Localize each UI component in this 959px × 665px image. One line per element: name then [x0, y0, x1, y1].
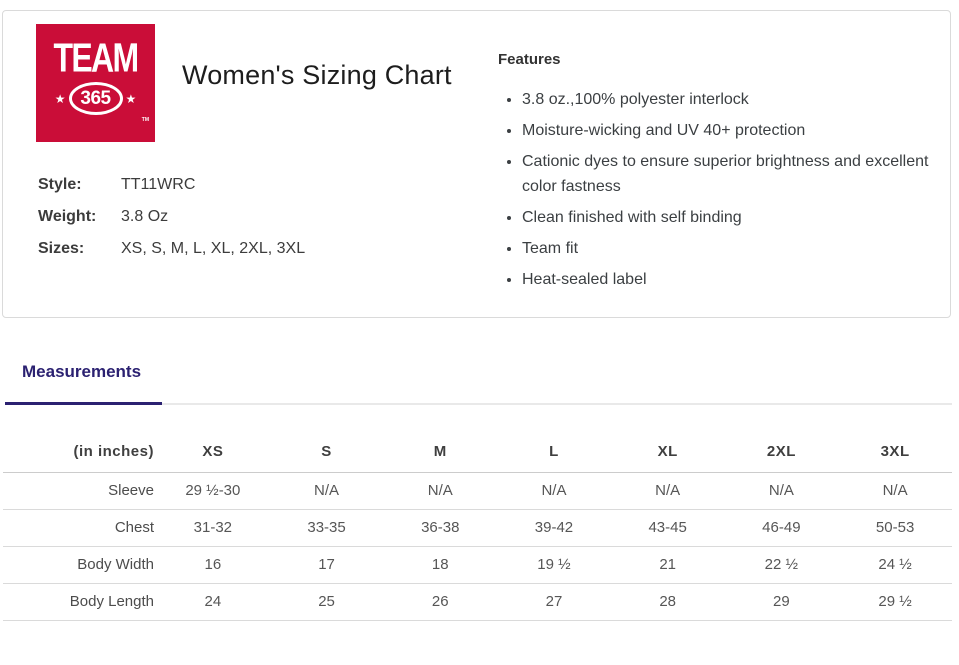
table-cell: 43-45: [611, 509, 725, 546]
table-cell: 28: [611, 583, 725, 620]
table-cell: 27: [497, 583, 611, 620]
size-header-2xl: 2XL: [725, 432, 839, 472]
size-header-s: S: [270, 432, 384, 472]
table-cell: 29 ½: [838, 583, 952, 620]
size-header-3xl: 3XL: [838, 432, 952, 472]
logo-365-oval: [69, 82, 123, 115]
table-cell: 25: [270, 583, 384, 620]
star-icon: ★: [54, 91, 66, 106]
table-cell: 17: [270, 546, 384, 583]
table-row-chest: [3, 509, 952, 546]
size-header-xl: XL: [611, 432, 725, 472]
page-title: Women's Sizing Chart: [182, 60, 452, 90]
spec-sizes-label: Sizes:: [38, 240, 85, 257]
row-label: Body Length: [3, 583, 156, 620]
table-cell: 31-32: [156, 509, 270, 546]
table-row-body-length: [3, 583, 952, 620]
size-header-m: M: [383, 432, 497, 472]
table-cell: 36-38: [383, 509, 497, 546]
table-cell: 39-42: [497, 509, 611, 546]
product-specs: [38, 169, 305, 265]
features-section: [498, 51, 938, 298]
unit-header-cell: (in inches): [3, 432, 156, 472]
table-cell: 24 ½: [838, 546, 952, 583]
table-cell: N/A: [497, 472, 611, 509]
table-cell: 22 ½: [725, 546, 839, 583]
logo-365-number: 365: [80, 87, 111, 109]
star-icon: ★: [125, 91, 137, 106]
table-cell: 19 ½: [497, 546, 611, 583]
table-cell: 46-49: [725, 509, 839, 546]
size-header-l: L: [497, 432, 611, 472]
spec-sizes-value: XS, S, M, L, XL, 2XL, 3XL: [121, 240, 306, 257]
features-heading: Features: [498, 51, 561, 68]
feature-item: • Team fit: [522, 236, 938, 261]
trademark-symbol: TM: [141, 117, 149, 123]
features-list: [498, 87, 938, 292]
spec-weight: [38, 201, 305, 233]
table-cell: 16: [156, 546, 270, 583]
spec-sizes: [38, 233, 305, 265]
table-cell: N/A: [270, 472, 384, 509]
table-cell: N/A: [383, 472, 497, 509]
table-cell: 33-35: [270, 509, 384, 546]
row-label: Chest: [3, 509, 156, 546]
table-cell: 29 ½-30: [156, 472, 270, 509]
product-info-card: [2, 10, 951, 318]
logo-365-badge: [36, 82, 155, 123]
spec-style-value: TT11WRC: [121, 176, 196, 193]
spec-weight-label: Weight:: [38, 208, 97, 225]
table-cell: 29: [725, 583, 839, 620]
row-label: Sleeve: [3, 472, 156, 509]
tab-measurements[interactable]: Measurements: [22, 362, 142, 381]
feature-item: • 3.8 oz.,100% polyester interlock: [522, 87, 938, 112]
table-header-row: [3, 432, 952, 472]
tab-active-underline: [5, 402, 162, 405]
measurements-table: [3, 432, 952, 621]
table-row-body-width: [3, 546, 952, 583]
feature-item: • Cationic dyes to ensure superior brightness and excellent color fastness: [522, 149, 938, 199]
spec-weight-value: 3.8 Oz: [121, 208, 169, 225]
feature-item: • Moisture-wicking and UV 40+ protection: [522, 118, 938, 143]
spec-style-label: Style:: [38, 176, 82, 193]
table-cell: 24: [156, 583, 270, 620]
table-cell: 50-53: [838, 509, 952, 546]
table-cell: N/A: [725, 472, 839, 509]
table-row-sleeve: [3, 472, 952, 509]
table-cell: 21: [611, 546, 725, 583]
row-label: Body Width: [3, 546, 156, 583]
table-cell: N/A: [838, 472, 952, 509]
table-cell: 18: [383, 546, 497, 583]
team-365-logo: [36, 24, 155, 142]
size-header-xs: XS: [156, 432, 270, 472]
table-cell: 26: [383, 583, 497, 620]
feature-item: • Heat-sealed label: [522, 267, 938, 292]
table-cell: N/A: [611, 472, 725, 509]
feature-item: • Clean finished with self binding: [522, 205, 938, 230]
spec-style: [38, 169, 305, 201]
logo-team-wordmark: TEAM: [53, 36, 138, 81]
